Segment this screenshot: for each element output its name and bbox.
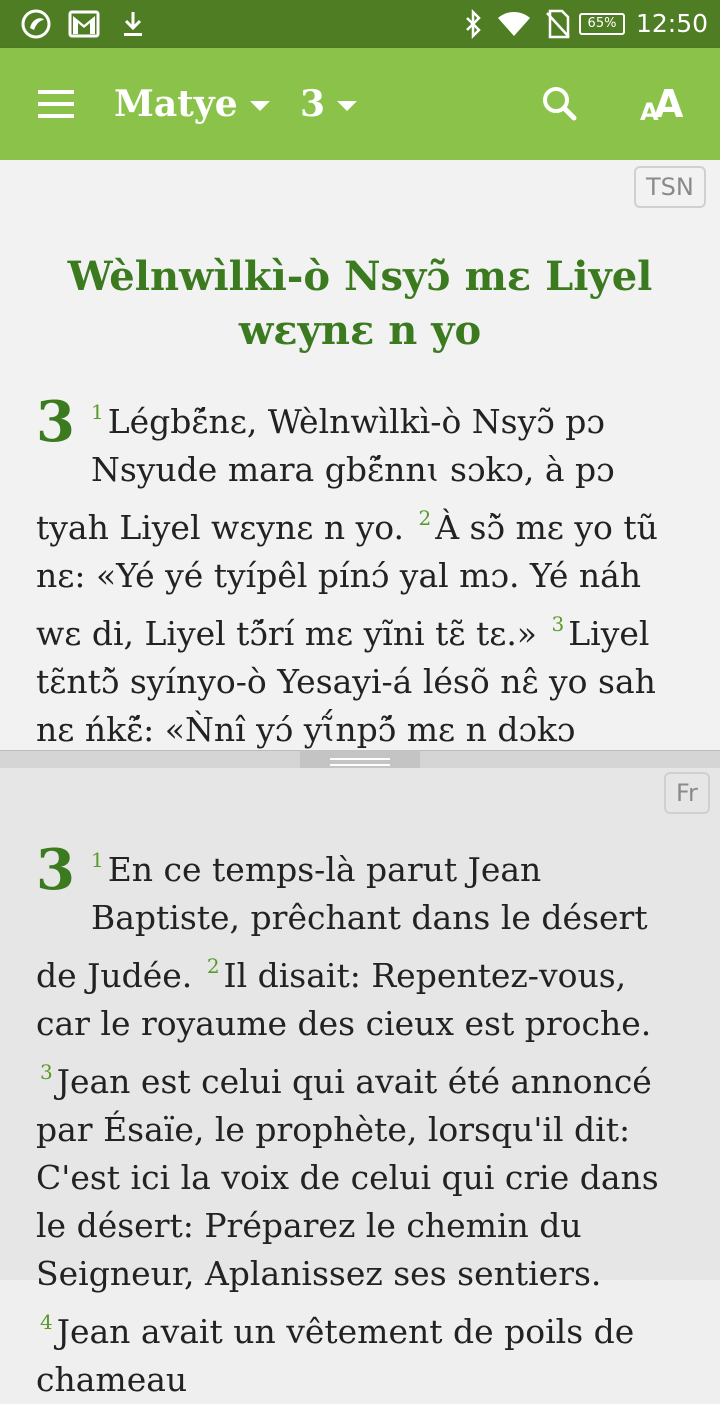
grip-line — [330, 758, 390, 760]
download-icon — [118, 8, 148, 40]
no-sim-icon — [544, 8, 572, 40]
text-size-button[interactable] — [636, 76, 692, 132]
verse-text: Légbɛ̃́nɛ, Wèlnwìlkì-ò Nsyɔ̃ pɔ Nsyude mara gbɛ̃́nnɩ sɔkɔ, à pɔ tyah Liyel wɛynɛ n yo. — [36, 402, 615, 547]
hamburger-line — [38, 102, 74, 106]
clock: 12:50 — [636, 9, 709, 38]
chapter-text — [36, 388, 686, 802]
verse-number: 1 — [90, 400, 104, 424]
verse-number: 2 — [418, 506, 432, 530]
verse-number: 3 — [551, 612, 565, 636]
font-size-icon-small: A — [640, 98, 659, 126]
verse-text: En ce temps-là parut Jean Baptiste, prêchant dans le désert de Judée. — [36, 850, 648, 995]
search-icon — [536, 80, 584, 128]
font-size-icon-large: A — [654, 82, 684, 126]
chapter-drop-number: 3 — [36, 837, 75, 903]
hamburger-line — [38, 90, 74, 94]
menu-button[interactable] — [30, 82, 82, 126]
status-bar — [0, 0, 720, 48]
bottom-reading-pane[interactable] — [0, 768, 720, 1399]
bluetooth-icon — [460, 8, 486, 40]
chapter-drop-number: 3 — [36, 389, 75, 455]
verse-text: Liyel tɛ̃ntɔ̃̀ syínyo-ò Yesayi-á lésõ nɛ̂ yo sah nɛ ńkɛ̃́: «Ǹnî yɔ́ yɩ̃́npɔ̃́ mɛ n dɔkɔ — [36, 614, 656, 749]
wifi-icon — [496, 8, 532, 40]
verse-number: 2 — [206, 954, 220, 978]
verse-text: Jean avait un vêtement de poils de chameau — [36, 1312, 635, 1399]
chapter-selector[interactable] — [300, 76, 357, 132]
heading-line: wɛynɛ n yo — [238, 307, 482, 354]
battery-icon — [578, 8, 626, 40]
chapter-text — [36, 836, 686, 1404]
version-tag-bottom[interactable]: Fr — [664, 772, 710, 814]
verse-text: À sɔ̃̀ mɛ yo tũ nɛ: «Yé yé tyípêl pínɔ́ yal mɔ. Yé náh wɛ di, Liyel tɔ̃́rí mɛ yĩni tɛ̃ tɛ.» — [36, 508, 658, 653]
battery-level: 65% — [579, 13, 625, 35]
hamburger-line — [38, 114, 74, 118]
chevron-down-icon — [250, 101, 270, 111]
chevron-down-icon — [337, 101, 357, 111]
grip-line — [330, 764, 390, 766]
book-name: Matye — [114, 83, 238, 125]
verse-text: Jean est celui qui avait été annoncé par Ésaïe, le prophète, lorsqu'il dit: C'est ici la voix de celui qui crie dans le désert: Préparez le chemin du Seigneur, Aplanissez ses sentiers. — [36, 1062, 659, 1293]
heading-line: Wèlnwìlkì-ò Nsyɔ̃ mɛ Liyel — [67, 253, 653, 300]
verse-number: 1 — [90, 848, 104, 872]
book-selector[interactable] — [114, 76, 270, 132]
chapter-number: 3 — [300, 83, 326, 125]
verse-number: 3 — [40, 1060, 53, 1084]
version-tag-top[interactable]: TSN — [634, 166, 706, 208]
gmail-icon — [66, 8, 102, 40]
top-reading-pane[interactable] — [0, 160, 720, 750]
section-heading — [40, 250, 680, 358]
app-logo-icon — [18, 8, 54, 40]
verse-number: 4 — [40, 1310, 53, 1334]
app-bar — [0, 48, 720, 160]
verse-text: Il disait: Repentez-vous, car le royaume des cieux est proche. — [36, 956, 652, 1043]
search-button[interactable] — [536, 80, 584, 128]
